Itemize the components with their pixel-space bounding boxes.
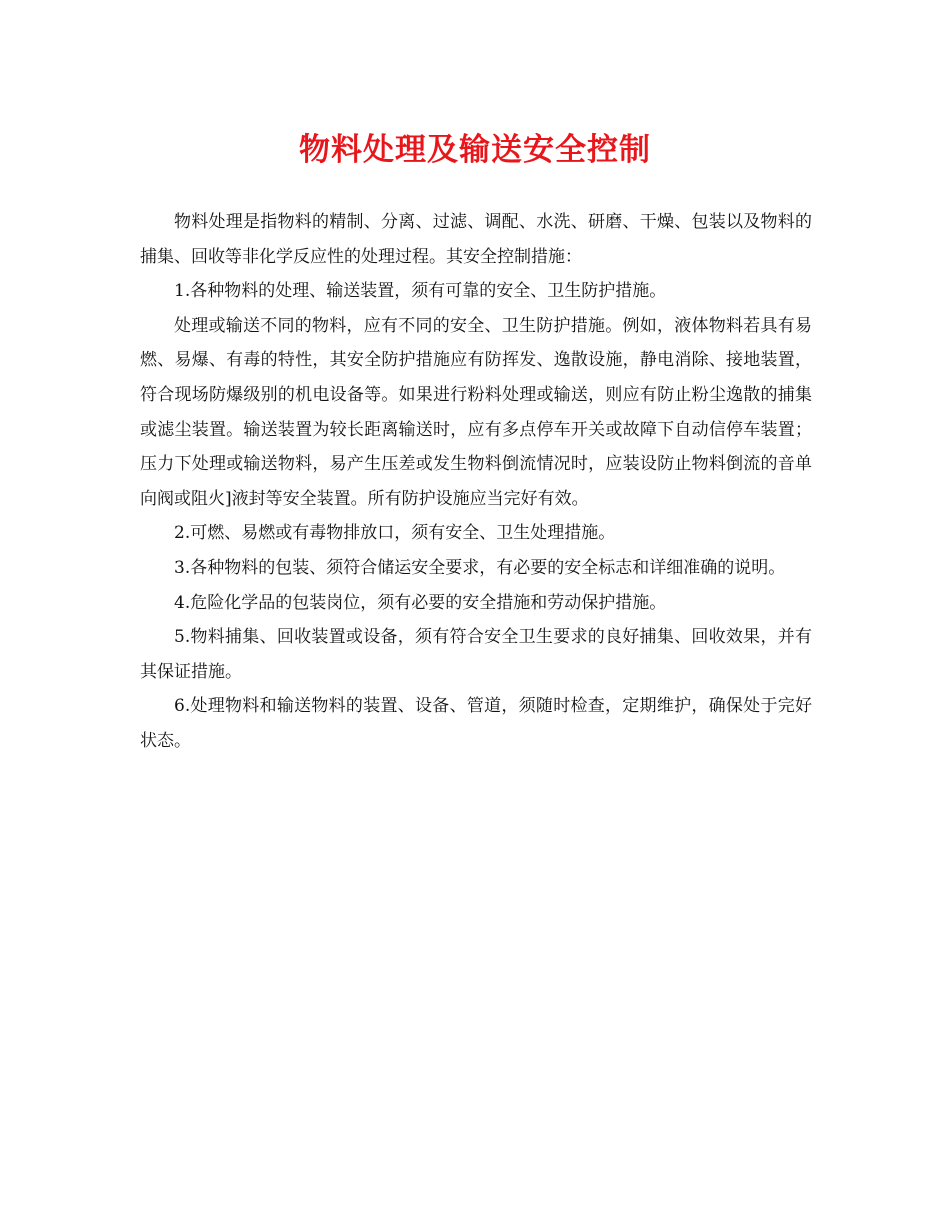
paragraph-item-2: 2.可燃、易燃或有毒物排放口，须有安全、卫生处理措施。 <box>174 523 616 544</box>
paragraph-item-6: 6.处理物料和输送物料的装置、设备、管道，须随时检查，定期维护，确保处于完好状态。 <box>140 696 812 751</box>
paragraph-item-1-detail: 处理或输送不同的物料，应有不同的安全、卫生防护措施。例如，液体物料若具有易燃、易爆、有毒的特性，其安全防护措施应有防挥发、逸散设施，静电消除、接地装置，符合现场防爆级别的机电设备等。如果进行粉料处理或输送，则应有防止粉尘逸散的捕集或滤尘装置。输送装置为较长距离输送时，应有多点停车开关或故障下自动信停车装置；压力下处理或输送物料，易产生压差或发生物料倒流情况时，应装设防止物料倒流的音单向阀或阻火]液封等安全装置。所有防护设施应当完好有效。 <box>140 315 812 509</box>
paragraph-item-5: 5.物料捕集、回收装置或设备，须有符合安全卫生要求的良好捕集、回收效果，并有其保证措施。 <box>140 627 812 682</box>
document-body <box>140 205 812 759</box>
paragraph-intro: 物料处理是指物料的精制、分离、过滤、调配、水洗、研磨、干燥、包装以及物料的捕集、回收等非化学反应性的处理过程。其安全控制措施： <box>140 212 812 267</box>
paragraph-item-1: 1.各种物料的处理、输送装置，须有可靠的安全、卫生防护措施。 <box>174 281 667 302</box>
paragraph-item-4: 4.危险化学品的包装岗位，须有必要的安全措施和劳动保护措施。 <box>174 592 667 613</box>
document-title: 物料处理及输送安全控制 <box>299 132 651 168</box>
paragraph-item-3: 3.各种物料的包装、须符合储运安全要求，有必要的安全标志和详细准确的说明。 <box>174 557 786 578</box>
